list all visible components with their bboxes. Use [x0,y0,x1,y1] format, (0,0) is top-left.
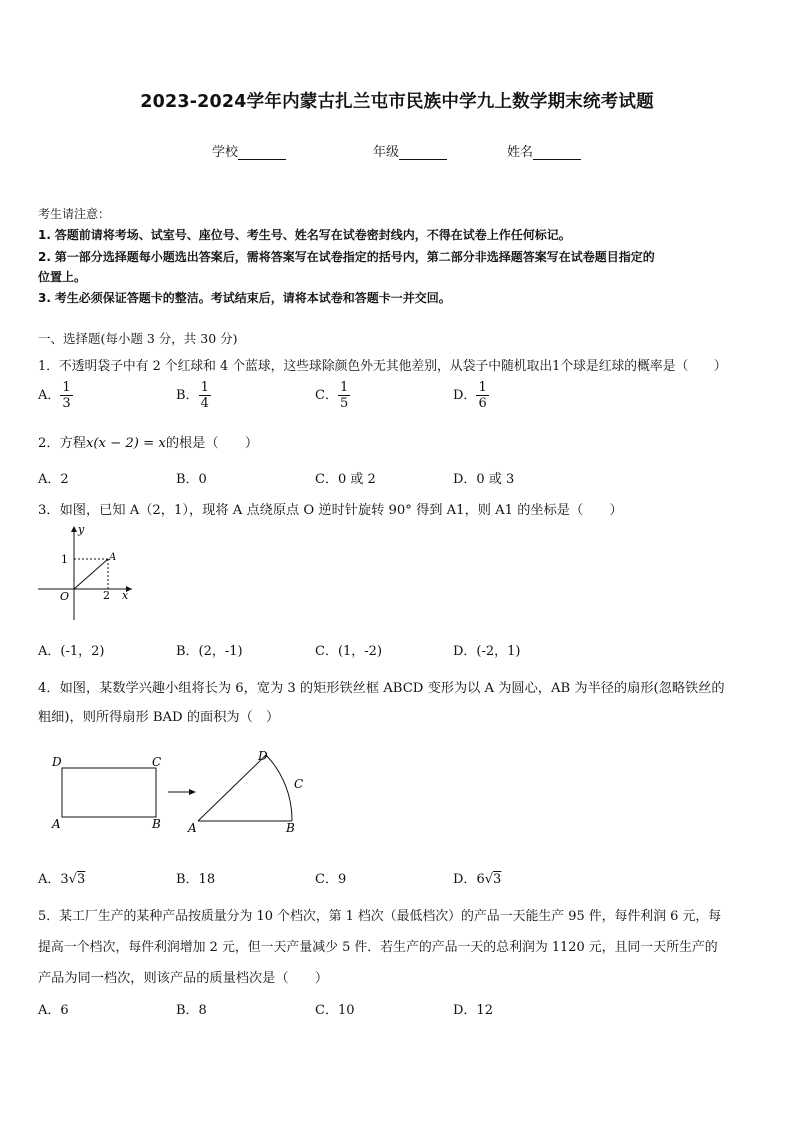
question-2: 2．方程x(x − 2) = x的根是（ ） [38,436,259,451]
grade-field[interactable] [373,141,447,160]
x-label: x [122,589,129,602]
notice-item: 2. 第一部分选择题每小题选出答案后，需将答案写在试卷指定的括号内，第二部分非选择题答案写在试卷题目指定的 [38,250,655,264]
label-d: D [258,749,268,763]
page-title: 2023-2024学年内蒙古扎兰屯市民族中学九上数学期末统考试题 [140,92,654,112]
label-a: A [52,817,61,831]
y-label: y [78,523,85,536]
q4-option-a: A．3√3 [38,872,86,887]
q1-option-d: D． $\frac{1}{6}$ [453,380,487,411]
notice-item: 位置上。 [38,270,87,284]
q3-option-c: C．(1，-2) [315,644,383,659]
q4-option-c: C．9 [315,872,347,887]
notice-item: 1. 答题前请将考场、试室号、座位号、考生号、姓名写在试卷密封线内，不得在试卷上作任何标记。 [38,228,571,242]
arc-bd [266,755,292,821]
q4-figure [46,748,316,838]
question-5-line-3: 产品为同一档次，则该产品的质量档次是（ ） [38,971,329,986]
q2-option-b: B．0 [176,472,207,487]
q4-option-d: D．6√3 [453,872,502,887]
label-c: C [294,777,304,791]
question-3: 3．如图，已知 A（2，1），现将 A 点绕原点 O 逆时针旋转 90° 得到 A1，则 A1 的坐标是（ ） [38,503,623,518]
school-field[interactable] [212,141,286,160]
question-4-line-1: 4．如图，某数学兴趣小组将长为 6，宽为 3 的矩形铁丝框 ABCD 变形为以 A 为圆心，AB 为半径的扇形(忽略铁丝的 [38,681,725,696]
arrow-head [189,789,196,795]
label-d: D [52,755,62,769]
grade-label: 年级 [373,145,400,160]
label-b: B [152,817,161,831]
notice-heading: 考生请注意： [38,207,111,221]
school-label: 学校 [212,145,239,160]
q1-option-a: A． $\frac{1}{3}$ [38,380,71,411]
question-1: 1．不透明袋子中有 2 个红球和 4 个蓝球，这些球除颜色外无其他差别，从袋子中随机取出1个球是红球的概率是（ ） [38,359,727,374]
q2-equation: x(x − 2) = x [85,436,166,451]
q5-option-b: B．8 [176,1003,207,1018]
tick-1-label: 1 [61,553,68,566]
q3-figure [36,522,136,622]
q4-option-b: B．18 [176,872,216,887]
q3-option-d: D．(-2，1) [453,644,521,659]
q1-option-c: C． $\frac{1}{5}$ [315,380,349,411]
name-label: 姓名 [507,145,534,160]
q2-option-c: C．0 或 2 [315,472,376,487]
q5-option-a: A．6 [38,1003,69,1018]
segment-ad [198,755,266,821]
q3-option-a: A．(-1，2) [38,644,105,659]
notice-item: 3. 考生必须保证答题卡的整洁。考试结束后，请将本试卷和答题卡一并交回。 [38,291,451,305]
tick-2-label: 2 [103,589,110,602]
q5-option-d: D．12 [453,1003,493,1018]
name-field[interactable] [507,141,581,160]
origin-label: O [60,590,70,603]
label-b: B [286,821,295,835]
question-5-line-2: 提高一个档次，每件利润增加 2 元，但一天产量减少 5 件．若生产的产品一天的总利润为 1120 元，且同一天所生产的 [38,940,718,955]
q2-option-a: A．2 [38,472,69,487]
q3-option-b: B．(2，-1) [176,644,243,659]
rectangle-abcd [62,768,156,817]
question-4-line-2: 粗细)，则所得扇形 BAD 的面积为（ ） [38,710,280,725]
q2-option-d: D．0 或 3 [453,472,515,487]
label-a: A [188,821,197,835]
section-heading: 一、选择题(每小题 3 分，共 30 分) [38,331,238,346]
q5-option-c: C．10 [315,1003,355,1018]
point-a-label: A [109,552,117,563]
label-c: C [152,755,162,769]
question-5-line-1: 5．某工厂生产的某种产品按质量分为 10 个档次，第 1 档次（最低档次）的产品一天能生产 95 件，每件利润 6 元，每 [38,909,722,924]
q1-option-b: B． $\frac{1}{4}$ [176,380,209,411]
segment-oa [74,559,108,589]
